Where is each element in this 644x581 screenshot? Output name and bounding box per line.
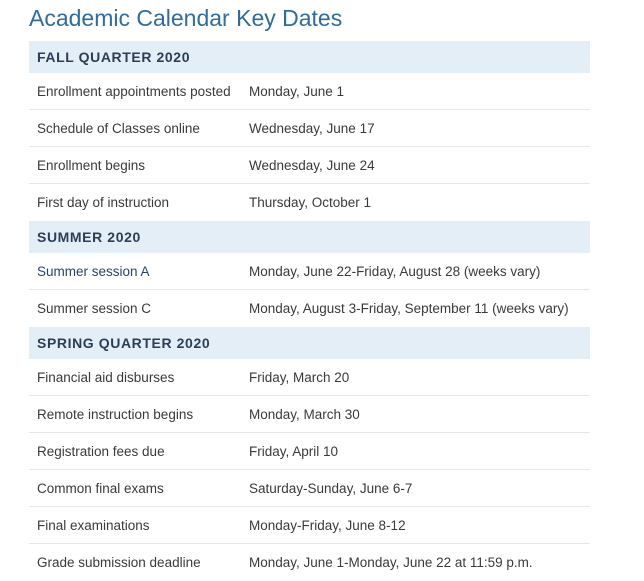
- table-row: [29, 507, 590, 544]
- section-header-fall-2020: FALL QUARTER 2020: [29, 41, 590, 73]
- event-date: Friday, April 10: [249, 443, 339, 459]
- event-label: Enrollment appointments posted: [37, 83, 231, 99]
- event-label: Financial aid disburses: [37, 369, 175, 385]
- table-row: [29, 396, 590, 433]
- event-label: First day of instruction: [37, 195, 170, 210]
- table-row: [29, 359, 590, 396]
- key-dates-table: [29, 41, 590, 581]
- event-label: Registration fees due: [37, 443, 165, 459]
- event-date: Monday, August 3-Friday, September 11 (weeks vary): [249, 301, 569, 316]
- table-row: [29, 290, 590, 327]
- section-header-spring-2020: SPRING QUARTER 2020: [29, 327, 590, 359]
- summer-session-a-link[interactable]: Summer session A: [37, 263, 150, 279]
- page-title: Academic Calendar Key Dates: [29, 5, 343, 31]
- event-label: Enrollment begins: [37, 157, 146, 173]
- event-date: Wednesday, June 17: [249, 120, 375, 136]
- event-label: Schedule of Classes online: [37, 120, 200, 136]
- event-label: Grade submission deadline: [37, 555, 201, 570]
- event-date: Friday, March 20: [249, 369, 350, 385]
- event-label: Final examinations: [37, 517, 150, 533]
- table-row: [29, 433, 590, 470]
- table-row: [29, 110, 590, 147]
- event-date: Thursday, October 1: [249, 195, 372, 210]
- event-date: Saturday-Sunday, June 6-7: [249, 480, 413, 496]
- event-date: Monday, June 1: [249, 83, 345, 99]
- event-date: Monday-Friday, June 8-12: [249, 517, 406, 533]
- event-label: Remote instruction begins: [37, 406, 194, 422]
- event-date: Monday, March 30: [249, 406, 360, 422]
- table-row: [29, 73, 590, 110]
- event-date: Monday, June 1-Monday, June 22 at 11:59 p.m.: [249, 555, 533, 570]
- event-date: Monday, June 22-Friday, August 28 (weeks vary): [249, 263, 541, 279]
- section-header-summer-2020: SUMMER 2020: [29, 221, 590, 253]
- event-label: Summer session C: [37, 301, 152, 316]
- table-row: [29, 470, 590, 507]
- table-row: [29, 544, 590, 581]
- event-date: Wednesday, June 24: [249, 157, 375, 173]
- table-row: [29, 253, 590, 290]
- table-row: [29, 147, 590, 184]
- event-label: Common final exams: [37, 480, 164, 496]
- table-row: [29, 184, 590, 221]
